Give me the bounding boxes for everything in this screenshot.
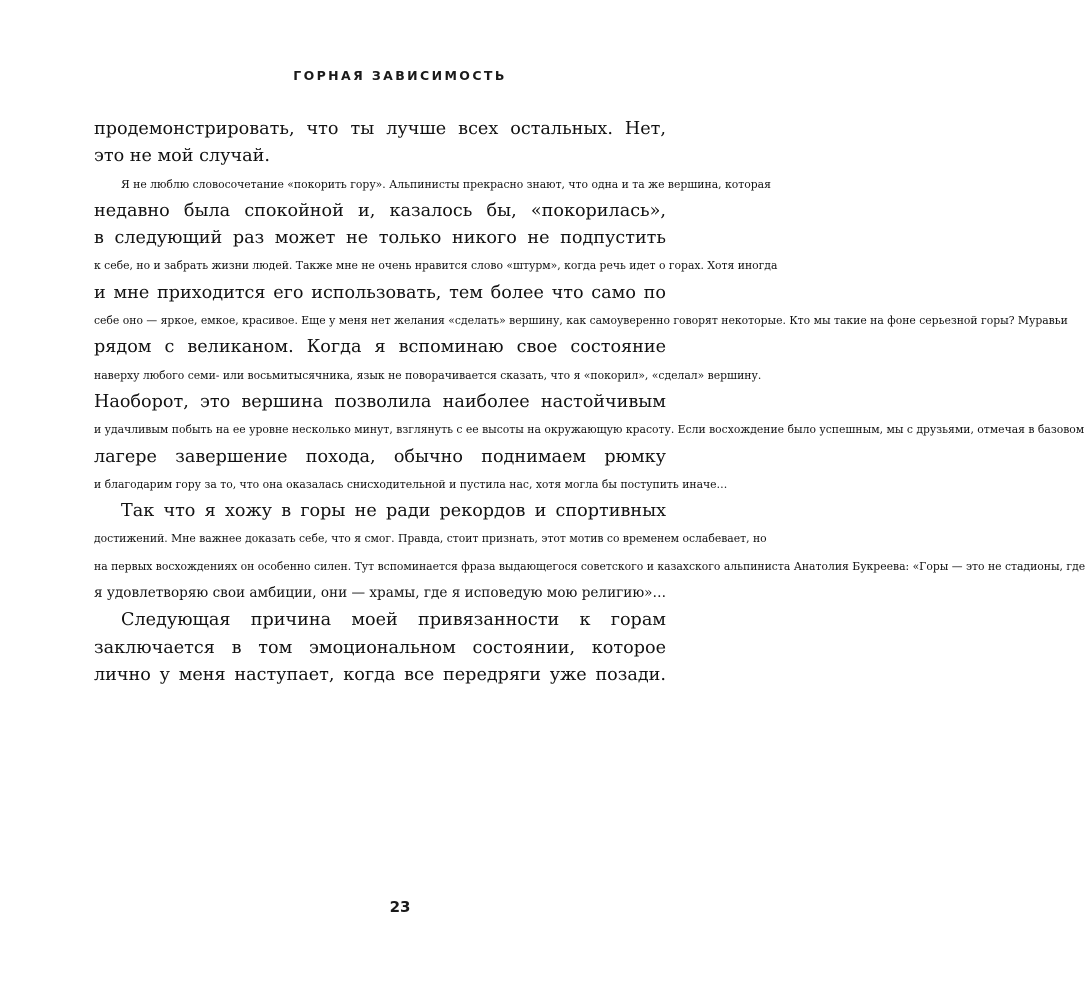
text-line	[94, 143, 666, 170]
text-line-content: лично у меня наступает, когда все передряги уже позади.	[94, 664, 666, 685]
text-line-content: наверху любого семи- или восьмитысячника, язык не поворачивается сказать, что я «покорил», «сделал» вершину.	[94, 368, 762, 382]
text-line	[94, 553, 1085, 580]
text-line-content: и мне приходится его использовать, тем более что само по	[94, 282, 666, 303]
text-line-content: достижений. Мне важнее доказать себе, что я смог. Правда, стоит признать, этот мотив со временем ослабевает, но	[94, 532, 767, 546]
text-line-content: это не мой случай.	[94, 146, 270, 167]
text-line-content: и удачливым побыть на ее уровне несколько минут, взглянуть с ее высоты на окружающую красоту. Если восхождение было успешным, мы с друзьями, отмечая в базовом	[94, 423, 1085, 437]
text-line	[94, 580, 666, 607]
running-title: ГОРНАЯ ЗАВИСИМОСТЬ	[293, 68, 507, 83]
text-line	[94, 389, 666, 416]
body-text	[94, 116, 1085, 689]
text-line	[94, 171, 771, 198]
page-number: 23	[389, 898, 411, 916]
text-line	[94, 307, 1068, 334]
text-line-content: в следующий раз может не только никого не подпустить	[94, 228, 666, 249]
text-line	[94, 280, 666, 307]
text-line-content: Я не люблю словосочетание «покорить гору». Альпинисты прекрасно знают, что одна и та же вершина, которая	[121, 177, 771, 191]
text-line-content: недавно была спокойной и, казалось бы, «покорилась»,	[94, 200, 666, 221]
text-line-content: Так что я хожу в горы не ради рекордов и спортивных	[121, 501, 666, 522]
text-line	[94, 525, 767, 552]
text-line-content: заключается в том эмоциональном состоянии, которое	[94, 637, 666, 658]
text-line	[94, 334, 666, 361]
text-line	[94, 444, 666, 471]
text-line	[94, 252, 778, 279]
text-line	[94, 635, 666, 662]
text-line	[94, 198, 666, 225]
text-line-content: я удовлетворяю свои амбиции, они — храмы, где я исповедую мою религию»…	[94, 585, 667, 602]
text-line	[94, 416, 1085, 443]
text-line	[94, 471, 728, 498]
text-line	[94, 116, 666, 143]
text-line-content: на первых восхождениях он особенно силен. Тут вспоминается фраза выдающегося советского и казахского альпиниста Анатолия Букреева: «Горы — это не стадионы, где	[94, 559, 1085, 573]
text-line-content: к себе, но и забрать жизни людей. Также мне не очень нравится слово «штурм», когда речь идет о горах. Хотя иногда	[94, 259, 778, 273]
text-line-content: себе оно — яркое, емкое, красивое. Еще у меня нет желания «сделать» вершину, как самоуверенно говорят некоторые. Кто мы такие на фоне серьезной горы? Муравьи	[94, 314, 1068, 328]
text-line	[94, 662, 666, 689]
text-line	[94, 362, 762, 389]
text-line	[94, 607, 666, 634]
text-line-content: и благодарим гору за то, что она оказалась снисходительной и пустила нас, хотя могла бы поступить иначе…	[94, 477, 728, 491]
text-line-content: Следующая причина моей привязанности к горам	[121, 610, 666, 631]
text-line-content: рядом с великаном. Когда я вспоминаю свое состояние	[94, 337, 666, 358]
text-line-content: Наоборот, это вершина позволила наиболее настойчивым	[94, 391, 666, 412]
text-line	[94, 225, 666, 252]
text-line-content: лагере завершение похода, обычно поднимаем рюмку	[94, 446, 666, 467]
text-line-content: продемонстрировать, что ты лучше всех остальных. Нет,	[94, 119, 666, 139]
text-line	[94, 498, 666, 525]
